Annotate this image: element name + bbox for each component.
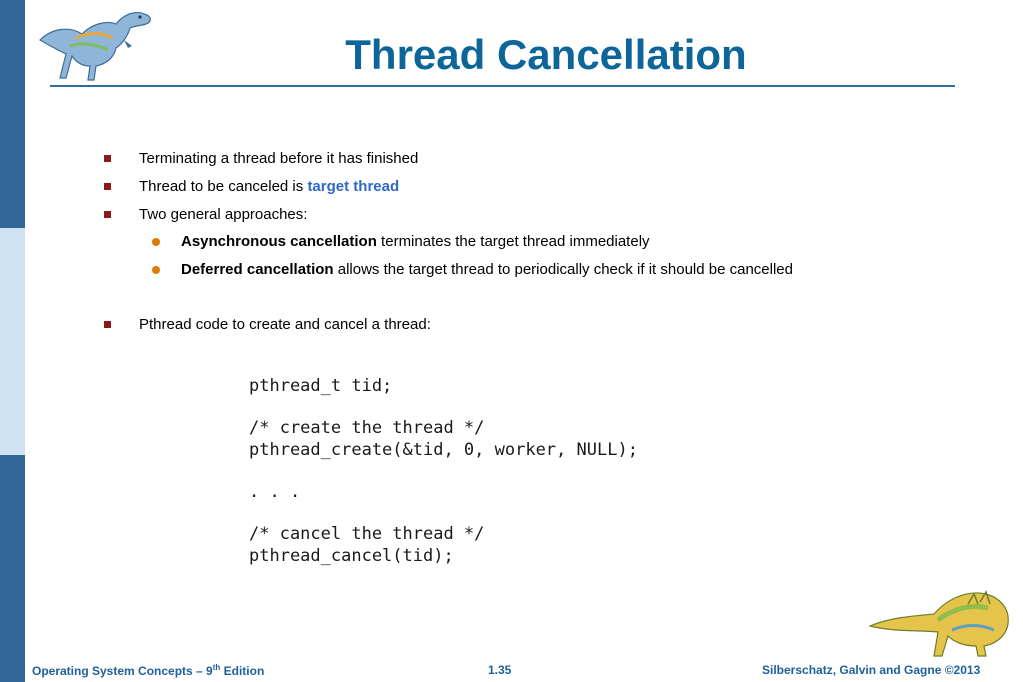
- round-bullet-icon: [152, 238, 160, 246]
- footer-book-title-main: Operating System Concepts – 9: [32, 664, 213, 678]
- code-line: pthread_create(&tid, 0, worker, NULL);: [249, 439, 638, 460]
- page-title: Thread Cancellation: [345, 31, 747, 78]
- left-sidebar: [0, 0, 25, 682]
- bullet-text: [139, 177, 399, 197]
- sidebar-segment-middle: [0, 228, 25, 455]
- square-bullet-icon: [104, 211, 111, 218]
- sub-bullet-description: allows the target thread to periodically check if it should be cancelled: [333, 261, 793, 278]
- code-block: [249, 376, 638, 567]
- bullet-text: Two general approaches:: [139, 206, 308, 223]
- footer-book-title: [32, 663, 264, 678]
- square-bullet-icon: [104, 183, 111, 190]
- bullet-text: Terminating a thread before it has finished: [139, 150, 419, 167]
- sub-bullet-text: [181, 232, 650, 252]
- code-line: /* create the thread */: [249, 418, 485, 439]
- code-line: pthread_t tid;: [249, 376, 393, 396]
- sidebar-segment-bottom: [0, 455, 25, 682]
- sub-bullet-description: terminates the target thread immediately: [376, 233, 650, 250]
- target-thread-highlight: target thread: [307, 178, 400, 195]
- square-bullet-icon: [104, 321, 111, 328]
- footer-edition-superscript: th: [212, 663, 221, 672]
- bullet-text: Pthread code to create and cancel a thread:: [139, 316, 431, 333]
- code-line: /* cancel the thread */: [249, 524, 485, 545]
- bullet-text-prefix: Thread to be canceled is: [139, 178, 308, 195]
- footer-book-title-suffix: Edition: [220, 664, 265, 678]
- page-number: 1.35: [488, 663, 512, 677]
- round-bullet-icon: [152, 266, 160, 274]
- title-divider: [50, 85, 955, 87]
- sidebar-segment-top: [0, 0, 25, 228]
- dinosaur-illustration-icon: [868, 584, 1016, 658]
- footer-authors: Silberschatz, Galvin and Gagne ©2013: [762, 663, 981, 677]
- square-bullet-icon: [104, 155, 111, 162]
- dinosaur-logo-icon: [36, 6, 156, 84]
- sub-bullet-term: Asynchronous cancellation: [181, 233, 377, 250]
- code-line: pthread_cancel(tid);: [249, 545, 454, 566]
- code-line: . . .: [249, 482, 301, 503]
- sub-bullet-text: [181, 260, 793, 280]
- sub-bullet-term: Deferred cancellation: [181, 261, 334, 278]
